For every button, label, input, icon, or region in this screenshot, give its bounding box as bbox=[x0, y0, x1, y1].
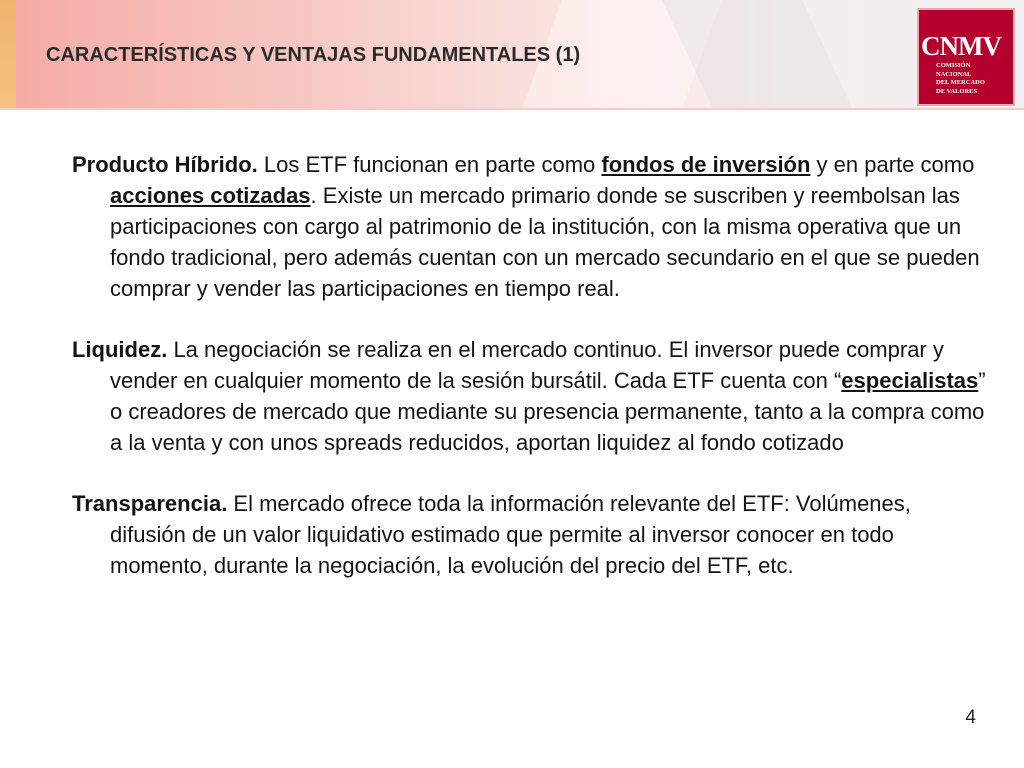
paragraph-text: y en parte como bbox=[810, 152, 975, 177]
paragraph-heading: Transparencia. bbox=[72, 491, 228, 516]
paragraph-producto-hibrido bbox=[72, 149, 987, 304]
paragraph-heading: Liquidez. bbox=[72, 337, 168, 362]
underlined-term: especialistas bbox=[841, 368, 979, 393]
header-accent bbox=[0, 0, 16, 108]
logo-mark: CNMV bbox=[921, 31, 1001, 61]
paragraph-text: ” o creadores de mercado que mediante su presencia permanente, tanto a la compra como a la venta y con unos spreads reducidos, aportan liquidez al fondo cotizado bbox=[110, 368, 986, 455]
slide-title: CARACTERÍSTICAS Y VENTAJAS FUNDAMENTALES (1) bbox=[46, 44, 581, 66]
underlined-term: acciones cotizadas bbox=[110, 183, 311, 208]
logo-subtitle: COMISIÓN NACIONAL DEL MERCADO DE VALORES bbox=[936, 62, 985, 95]
paragraph-text: La negociación se realiza en el mercado continuo. El inversor puede comprar y vender en cualquier momento de la sesión bursátil. Cada ETF cuenta con “ bbox=[110, 337, 944, 393]
paragraph-text: Los ETF funcionan en parte como bbox=[257, 152, 602, 177]
paragraph-text: El mercado ofrece toda la información relevante del ETF: Volúmenes, difusión de un valor liquidativo estimado que permite al inversor conocer en todo momento, durante la negociación, la evolución del precio del ETF, etc. bbox=[110, 491, 911, 578]
underlined-term: fondos de inversión bbox=[601, 152, 811, 177]
paragraph-heading: Producto Híbrido. bbox=[72, 152, 258, 177]
slide-body bbox=[72, 149, 987, 611]
paragraph-transparencia bbox=[72, 488, 987, 581]
paragraph-liquidez bbox=[72, 334, 987, 458]
paragraph-text: . Existe un mercado primario donde se suscriben y reembolsan las participaciones con cargo al patrimonio de la institución, con la misma operativa que un fondo tradicional, pero además cuentan con un mercado secundario en el que se pueden comprar y vender las participaciones en tiempo real. bbox=[110, 183, 980, 301]
page-number: 4 bbox=[965, 707, 976, 728]
cnmv-logo bbox=[917, 8, 1015, 106]
header-divider bbox=[0, 108, 1024, 110]
